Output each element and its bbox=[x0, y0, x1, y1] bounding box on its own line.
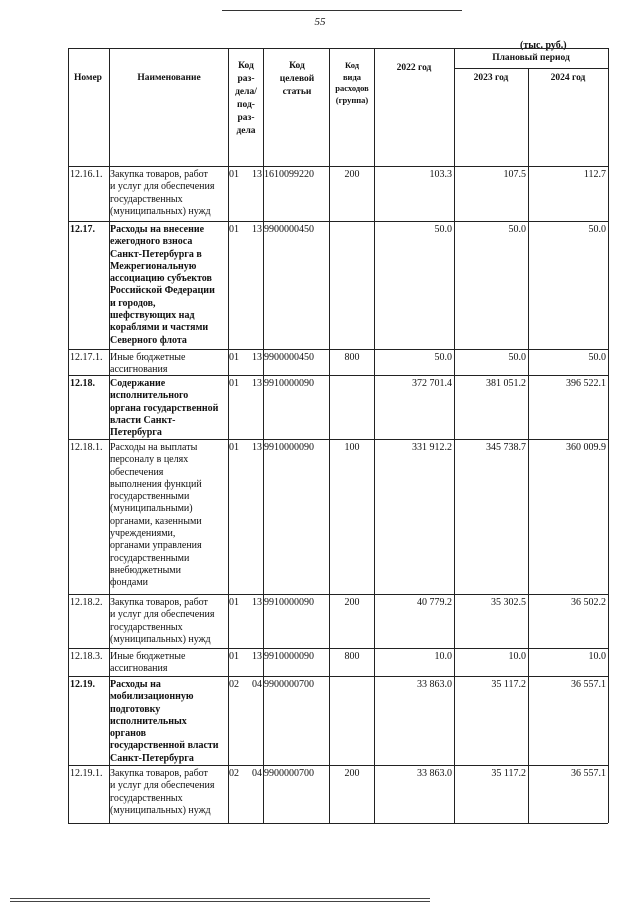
planned-period-divider bbox=[454, 68, 608, 69]
row-number: 12.18. bbox=[70, 378, 95, 389]
row-name: Содержание исполнительного органа государственной власти Санкт- Петербурга bbox=[110, 378, 219, 439]
target-code: 9910000090 bbox=[264, 651, 314, 662]
row-name: Иные бюджетные ассигнования bbox=[110, 651, 186, 675]
row-name: Закупка товаров, работ и услуг для обеспечения государственных (муниципальных) нужд bbox=[110, 768, 215, 816]
row-number: 12.18.3. bbox=[70, 651, 103, 662]
value-2022: 33 863.0 bbox=[417, 768, 452, 779]
value-2022: 10.0 bbox=[434, 651, 452, 662]
row-divider bbox=[68, 349, 608, 350]
header-name: Наименование bbox=[137, 73, 201, 83]
row-divider bbox=[68, 375, 608, 376]
row-divider bbox=[68, 166, 608, 167]
expense-type: 200 bbox=[344, 768, 360, 779]
column-divider bbox=[68, 48, 69, 823]
row-number: 12.17.1. bbox=[70, 352, 103, 363]
units-label: (тыс. руб.) bbox=[520, 40, 567, 51]
value-2023: 35 117.2 bbox=[491, 768, 526, 779]
value-2023: 381 051.2 bbox=[486, 378, 526, 389]
header-2022: 2022 год bbox=[396, 63, 432, 73]
column-divider bbox=[329, 48, 330, 823]
section-code: 02 bbox=[229, 679, 239, 690]
target-code: 9900000450 bbox=[264, 224, 314, 235]
header-section-code: Код раз- дела/ под- раз- дела bbox=[235, 61, 257, 136]
footer-rule-second bbox=[10, 901, 430, 902]
column-divider bbox=[228, 48, 229, 823]
expense-type: 200 bbox=[344, 169, 360, 180]
value-2024: 396 522.1 bbox=[566, 378, 606, 389]
column-divider bbox=[454, 48, 455, 823]
section-code: 01 bbox=[229, 169, 239, 180]
section-code: 01 bbox=[229, 352, 239, 363]
section-code: 02 bbox=[229, 768, 239, 779]
value-2022: 103.3 bbox=[429, 169, 452, 180]
row-number: 12.18.2. bbox=[70, 597, 103, 608]
subsection-code: 13 bbox=[252, 352, 262, 363]
header-expense-type-code: Код вида расходов (группа) bbox=[335, 60, 369, 105]
row-divider bbox=[68, 648, 608, 649]
row-divider bbox=[68, 439, 608, 440]
value-2024: 36 557.1 bbox=[571, 768, 606, 779]
row-name: Закупка товаров, работ и услуг для обеспечения государственных (муниципальных) нужд bbox=[110, 169, 215, 217]
expense-type: 800 bbox=[344, 651, 360, 662]
value-2023: 35 302.5 bbox=[491, 597, 526, 608]
target-code: 9910000090 bbox=[264, 378, 314, 389]
value-2023: 345 738.7 bbox=[486, 442, 526, 453]
section-code: 01 bbox=[229, 224, 239, 235]
value-2024: 50.0 bbox=[588, 352, 606, 363]
subsection-code: 13 bbox=[252, 378, 262, 389]
row-name: Иные бюджетные ассигнования bbox=[110, 352, 186, 376]
value-2022: 40 779.2 bbox=[417, 597, 452, 608]
page-number: 55 bbox=[314, 16, 326, 28]
subsection-code: 04 bbox=[252, 679, 262, 690]
row-number: 12.19.1. bbox=[70, 768, 103, 779]
value-2023: 50.0 bbox=[508, 224, 526, 235]
target-code: 9910000090 bbox=[264, 442, 314, 453]
subsection-code: 13 bbox=[252, 442, 262, 453]
value-2022: 50.0 bbox=[434, 352, 452, 363]
top-rule bbox=[222, 10, 462, 11]
subsection-code: 13 bbox=[252, 169, 262, 180]
value-2024: 50.0 bbox=[588, 224, 606, 235]
value-2023: 50.0 bbox=[508, 352, 526, 363]
budget-table bbox=[68, 48, 608, 823]
column-divider bbox=[374, 48, 375, 823]
header-2024: 2024 год bbox=[550, 73, 586, 83]
row-divider bbox=[68, 594, 608, 595]
row-divider bbox=[68, 676, 608, 677]
expense-type: 100 bbox=[344, 442, 360, 453]
column-divider bbox=[608, 48, 609, 823]
section-code: 01 bbox=[229, 378, 239, 389]
target-code: 9900000450 bbox=[264, 352, 314, 363]
row-number: 12.16.1. bbox=[70, 169, 103, 180]
column-divider bbox=[528, 68, 529, 823]
header-number: Номер bbox=[74, 73, 102, 83]
value-2022: 33 863.0 bbox=[417, 679, 452, 690]
row-number: 12.19. bbox=[70, 679, 95, 690]
row-divider bbox=[68, 823, 608, 824]
value-2024: 36 502.2 bbox=[571, 597, 606, 608]
value-2024: 112.7 bbox=[583, 169, 606, 180]
header-target-code: Код целевой статьи bbox=[279, 61, 315, 97]
value-2022: 372 701.4 bbox=[412, 378, 452, 389]
value-2024: 10.0 bbox=[588, 651, 606, 662]
subsection-code: 13 bbox=[252, 651, 262, 662]
header-2023: 2023 год bbox=[473, 73, 509, 83]
row-number: 12.18.1. bbox=[70, 442, 103, 453]
target-code: 9900000700 bbox=[264, 679, 314, 690]
row-name: Расходы на выплаты персоналу в целях обеспечения выполнения функций государственными (муниципальными) органами, казенными учреждениями, органами управления государственными внебюджетными фондами bbox=[110, 442, 202, 589]
section-code: 01 bbox=[229, 442, 239, 453]
row-name: Расходы на мобилизационную подготовку исполнительных органов государственной власти Санкт-Петербурга bbox=[110, 679, 219, 764]
row-number: 12.17. bbox=[70, 224, 95, 235]
target-code: 9910000090 bbox=[264, 597, 314, 608]
value-2023: 107.5 bbox=[503, 169, 526, 180]
row-divider bbox=[68, 221, 608, 222]
subsection-code: 13 bbox=[252, 224, 262, 235]
value-2022: 50.0 bbox=[434, 224, 452, 235]
subsection-code: 04 bbox=[252, 768, 262, 779]
subsection-code: 13 bbox=[252, 597, 262, 608]
row-divider bbox=[68, 765, 608, 766]
value-2024: 36 557.1 bbox=[571, 679, 606, 690]
expense-type: 200 bbox=[344, 597, 360, 608]
row-divider bbox=[68, 48, 608, 49]
footer-rule bbox=[10, 898, 430, 899]
expense-type: 800 bbox=[344, 352, 360, 363]
header-planned-period: Плановый период bbox=[492, 53, 570, 63]
target-code: 1610099220 bbox=[264, 169, 314, 180]
value-2022: 331 912.2 bbox=[412, 442, 452, 453]
value-2023: 35 117.2 bbox=[491, 679, 526, 690]
value-2023: 10.0 bbox=[508, 651, 526, 662]
section-code: 01 bbox=[229, 597, 239, 608]
target-code: 9900000700 bbox=[264, 768, 314, 779]
column-divider bbox=[263, 48, 264, 823]
section-code: 01 bbox=[229, 651, 239, 662]
row-name: Расходы на внесение ежегодного взноса Санкт-Петербурга в Межрегиональную ассоциацию субъектов Российской Федерации и городов, шефствующих над кораблями и частями Северного флота bbox=[110, 224, 215, 346]
column-divider bbox=[109, 48, 110, 823]
value-2024: 360 009.9 bbox=[566, 442, 606, 453]
row-name: Закупка товаров, работ и услуг для обеспечения государственных (муниципальных) нужд bbox=[110, 597, 215, 645]
